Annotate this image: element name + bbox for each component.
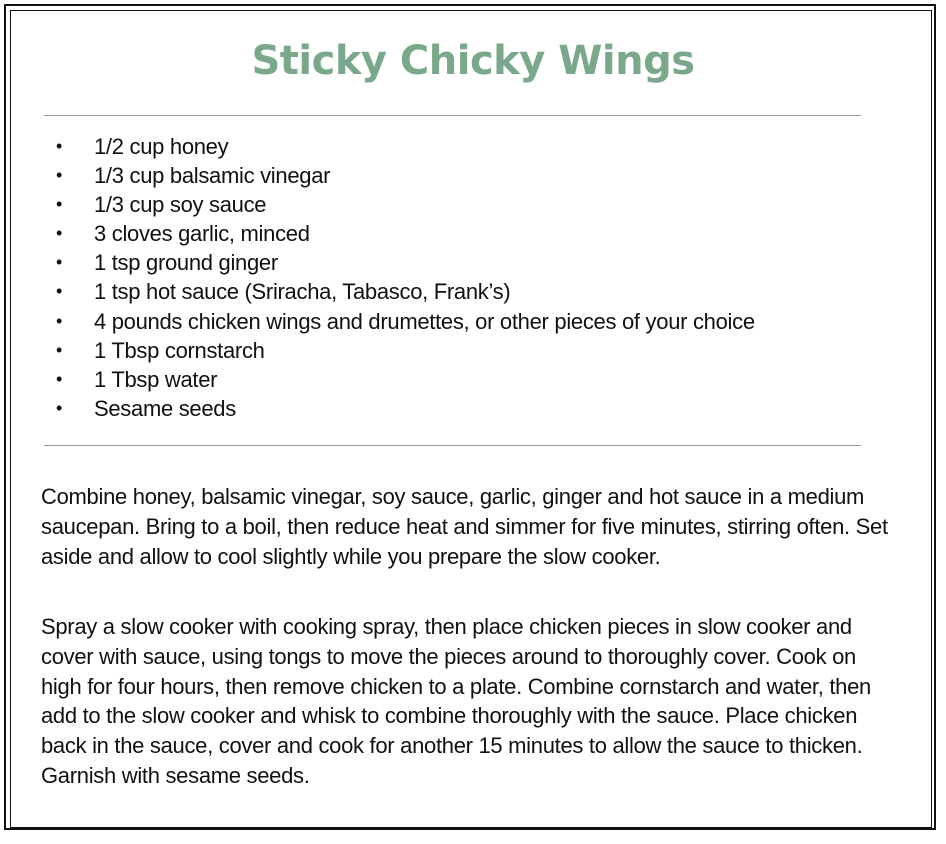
bullet: • bbox=[56, 310, 63, 331]
bullet: • bbox=[56, 165, 63, 186]
bullet: • bbox=[56, 194, 63, 215]
instruction-paragraph-2: Spray a slow cooker with cooking spray, then place chicken pieces in slow cooker and cover with sauce, using tongs to move the pieces around to thoroughly cover. Cook on high for four hours, then remove chicken to a plate. Combine cornstarch and water, then add to the slow cooker and whisk to combine thoroughly with the sauce. Place chicken back in the sauce, cover and cook for another 15 minutes to allow the sauce to thicken. Garnish with sesame seeds. bbox=[41, 614, 871, 788]
ingredient-text: 3 cloves garlic, minced bbox=[94, 221, 310, 247]
ingredient-text: 1 Tbsp water bbox=[94, 366, 218, 392]
ingredient-text: 1 tsp hot sauce (Sriracha, Tabasco, Frank’s) bbox=[94, 279, 511, 305]
divider-top bbox=[44, 115, 861, 116]
bullet: • bbox=[56, 397, 63, 418]
bullet: • bbox=[56, 339, 63, 360]
divider-bottom bbox=[44, 445, 861, 446]
ingredient-text: 1/2 cup honey bbox=[94, 134, 229, 159]
bullet: • bbox=[56, 223, 63, 244]
ingredient-text: 4 pounds chicken wings and drumettes, or other pieces of your choice bbox=[94, 308, 755, 334]
ingredient-text: 1 tsp ground ginger bbox=[94, 250, 278, 276]
ingredient-text: Sesame seeds bbox=[94, 395, 236, 421]
bullet: • bbox=[56, 136, 63, 156]
bullet: • bbox=[56, 252, 63, 273]
bullet: • bbox=[56, 281, 63, 302]
ingredient-text: 1 Tbsp cornstarch bbox=[94, 337, 265, 363]
bullet: • bbox=[56, 368, 63, 389]
ingredient-text: 1/3 cup balsamic vinegar bbox=[94, 163, 331, 189]
ingredient-text: 1/3 cup soy sauce bbox=[94, 192, 267, 218]
instruction-paragraph-1: Combine honey, balsamic vinegar, soy sauce, garlic, ginger and hot sauce in a medium saucepan. Bring to a boil, then reduce heat and simmer for five minutes, stirring often. Set aside and allow to cool slightly while you prepare the slow cooker. bbox=[41, 484, 888, 569]
recipe-title: Sticky Chicky Wings bbox=[251, 38, 695, 84]
